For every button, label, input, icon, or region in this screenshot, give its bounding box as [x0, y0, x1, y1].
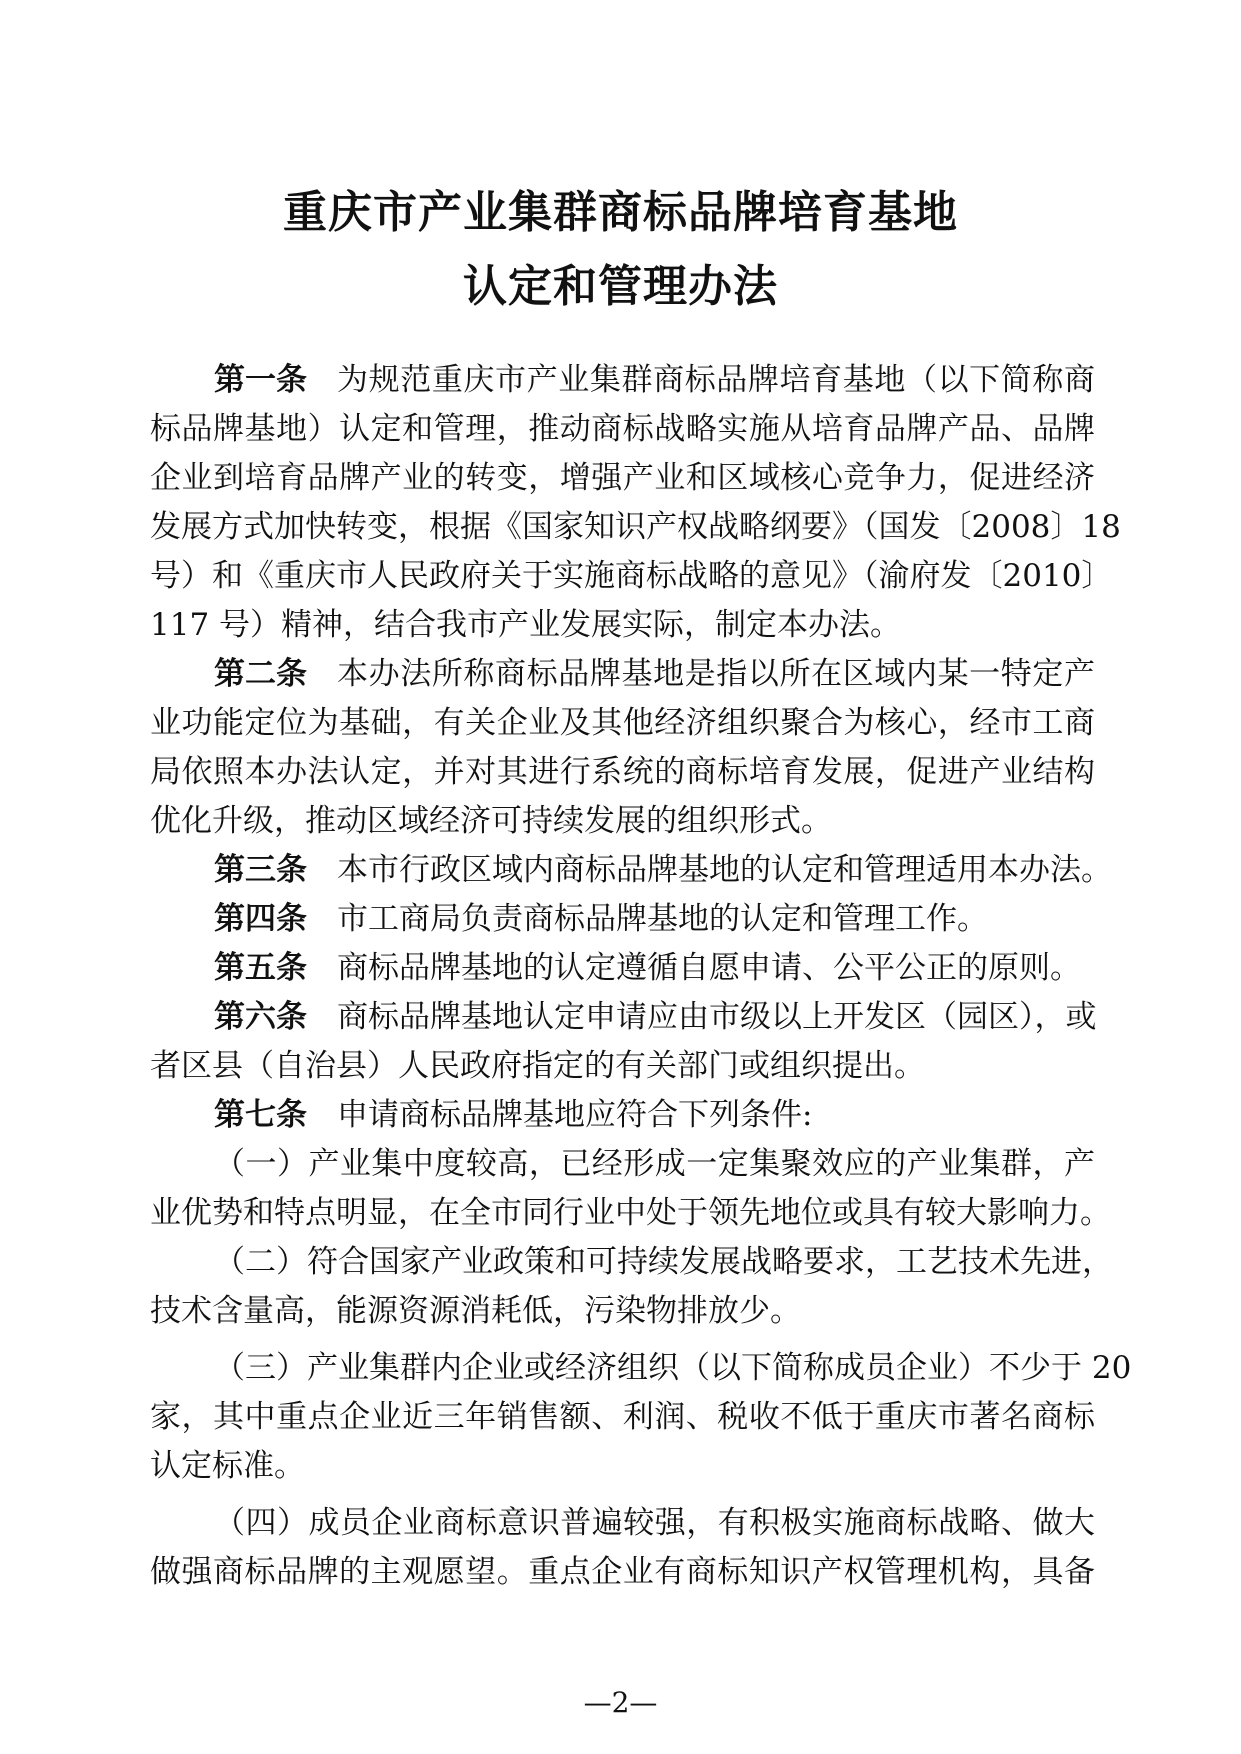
article-text: 号）和《重庆市人民政府关于实施商标战略的意见》（渝府发〔2010〕: [150, 558, 1113, 594]
article-label: 第五条: [214, 950, 307, 986]
article-text: 为规范重庆市产业集群商标品牌培育基地（以下简称商: [337, 362, 1095, 398]
article-label: 第一条: [214, 362, 307, 398]
article-line: [150, 405, 1095, 454]
article-line: [150, 650, 1095, 699]
condition-line: [150, 1189, 1111, 1238]
condition-text: 业优势和特点明显，在全市同行业中处于领先地位或具有较大影响力。: [150, 1195, 1111, 1231]
article-label: 第三条: [214, 852, 307, 888]
document-body: [150, 356, 1132, 1597]
document-title-line-1: 重庆市产业集群商标品牌培育基地: [283, 187, 958, 238]
article-line: [150, 601, 1095, 650]
article-text: 117 号）精神，结合我市产业发展实际，制定本办法。: [150, 607, 902, 643]
condition-text: （二）符合国家产业政策和可持续发展战略要求，工艺技术先进，: [214, 1244, 1113, 1280]
article-line: [150, 993, 1095, 1042]
article-text: 业功能定位为基础，有关企业及其他经济组织聚合为核心，经市工商: [150, 705, 1095, 741]
article-text: 商标品牌基地的认定遵循自愿申请、公平公正的原则。: [337, 950, 1081, 986]
condition-text: 认定标准。: [150, 1448, 305, 1484]
condition-text: 技术含量高，能源资源消耗低，污染物排放少。: [150, 1293, 801, 1329]
article-line: [150, 454, 1095, 503]
condition-line: [150, 1393, 1095, 1442]
article-line: [150, 552, 1113, 601]
article-line: [150, 797, 1095, 846]
article-text: 商标品牌基地认定申请应由市级以上开发区（园区），或: [337, 999, 1097, 1035]
page-number: —2—: [583, 1686, 658, 1719]
condition-text: （四）成员企业商标意识普遍较强，有积极实施商标战略、做大: [214, 1505, 1095, 1541]
article-line: [150, 1091, 1095, 1140]
article-line: [150, 846, 1112, 895]
article-line: [150, 356, 1095, 405]
article-text: 市工商局负责商标品牌基地的认定和管理工作。: [337, 901, 988, 937]
article-text: 优化升级，推动区域经济可持续发展的组织形式。: [150, 803, 832, 839]
article-text: 发展方式加快转变，根据《国家知识产权战略纲要》（国发〔2008〕18: [150, 509, 1121, 545]
condition-line: [150, 1287, 1095, 1336]
article-line: [150, 944, 1095, 993]
condition-text: 家，其中重点企业近三年销售额、利润、税收不低于重庆市著名商标: [150, 1399, 1095, 1435]
article-text: 标品牌基地）认定和管理，推动商标战略实施从培育品牌产品、品牌: [150, 411, 1095, 447]
condition-line: [150, 1548, 1095, 1597]
article-text: 本办法所称商标品牌基地是指以所在区域内某一特定产: [337, 656, 1095, 692]
article-line: [150, 699, 1095, 748]
article-text: 本市行政区域内商标品牌基地的认定和管理适用本办法。: [337, 852, 1112, 888]
article-text: 者区县（自治县）人民政府指定的有关部门或组织提出。: [150, 1048, 925, 1084]
condition-line: [150, 1344, 1132, 1393]
article-line: [150, 503, 1121, 552]
article-label: 第六条: [214, 999, 307, 1035]
condition-line: [150, 1140, 1095, 1189]
condition-text: 做强商标品牌的主观愿望。重点企业有商标知识产权管理机构，具备: [150, 1554, 1095, 1590]
article-text: 局依照本办法认定，并对其进行系统的商标培育发展，促进产业结构: [150, 754, 1095, 790]
condition-line: [150, 1238, 1113, 1287]
article-line: [150, 895, 1095, 944]
condition-text: （三）产业集群内企业或经济组织（以下简称成员企业）不少于 20: [214, 1350, 1132, 1386]
condition-text: （一）产业集中度较高，已经形成一定集聚效应的产业集群，产: [214, 1146, 1095, 1182]
article-label: 第七条: [214, 1097, 307, 1133]
article-text: 企业到培育品牌产业的转变，增强产业和区域核心竞争力，促进经济: [150, 460, 1095, 496]
article-label: 第二条: [214, 656, 307, 692]
article-line: [150, 748, 1095, 797]
article-line: [150, 1042, 1095, 1091]
document-title-line-2: 认定和管理办法: [463, 261, 778, 312]
article-text: 申请商标品牌基地应符合下列条件:: [337, 1097, 813, 1133]
article-label: 第四条: [214, 901, 307, 937]
condition-line: [150, 1442, 1095, 1491]
condition-line: [150, 1499, 1095, 1548]
